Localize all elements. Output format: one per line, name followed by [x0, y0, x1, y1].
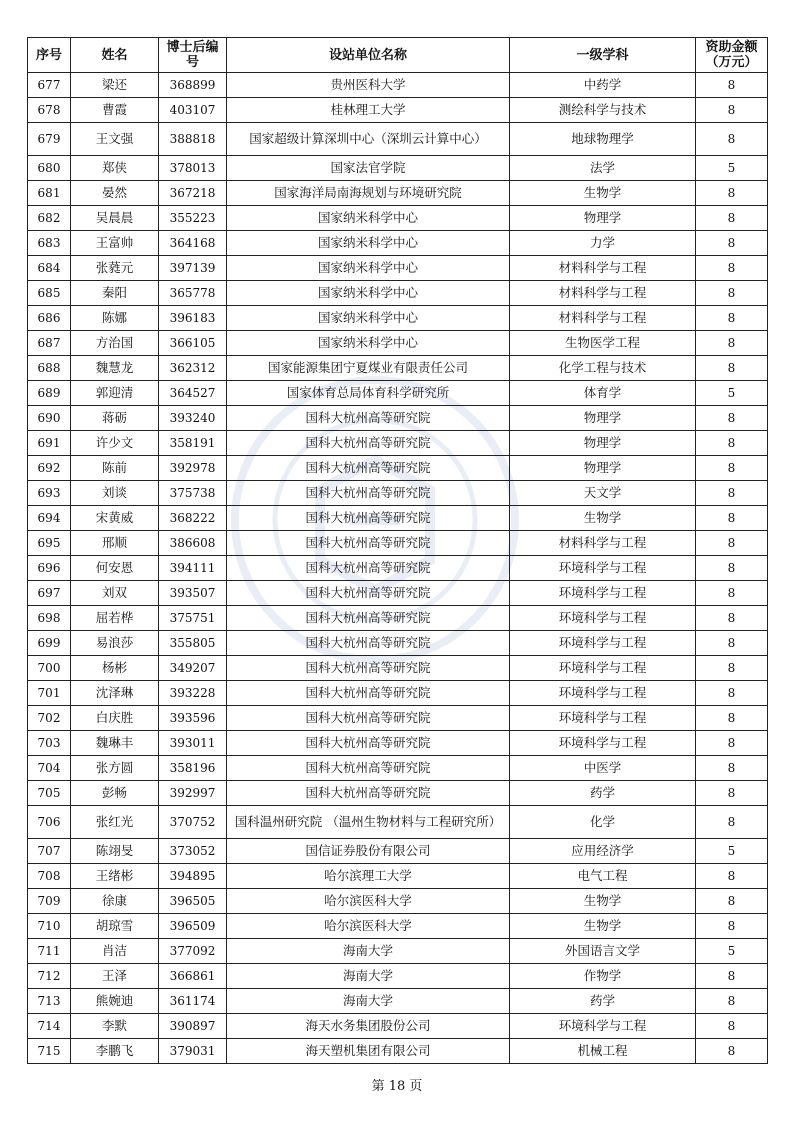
cell-seq: 696: [28, 556, 71, 581]
cell-id: 364527: [159, 381, 227, 406]
table-row: [28, 839, 768, 864]
cell-unit: 国家体育总局体育科学研究所: [227, 381, 510, 406]
cell-unit: 国家纳米科学中心: [227, 256, 510, 281]
table-row: [28, 1039, 768, 1064]
table-row: [28, 206, 768, 231]
cell-id: 403107: [159, 98, 227, 123]
cell-seq: 689: [28, 381, 71, 406]
cell-discipline: 化学工程与技术: [510, 356, 696, 381]
cell-seq: 680: [28, 156, 71, 181]
cell-seq: 702: [28, 706, 71, 731]
cell-amount: 8: [696, 706, 768, 731]
cell-discipline: 法学: [510, 156, 696, 181]
cell-unit: 国科大杭州高等研究院: [227, 756, 510, 781]
cell-unit: 哈尔滨医科大学: [227, 889, 510, 914]
cell-id: 366861: [159, 964, 227, 989]
cell-amount: 5: [696, 939, 768, 964]
table-row: [28, 756, 768, 781]
cell-name: 胡琼雪: [71, 914, 159, 939]
cell-discipline: 外国语言文学: [510, 939, 696, 964]
cell-unit: 国科温州研究院 （温州生物材料与工程研究所）: [227, 806, 510, 839]
cell-id: 388818: [159, 123, 227, 156]
header-unit: 设站单位名称: [227, 38, 510, 73]
cell-seq: 708: [28, 864, 71, 889]
cell-name: 陈翊旻: [71, 839, 159, 864]
cell-amount: 8: [696, 531, 768, 556]
cell-discipline: 材料科学与工程: [510, 531, 696, 556]
cell-seq: 703: [28, 731, 71, 756]
cell-id: 390897: [159, 1014, 227, 1039]
table-row: [28, 1014, 768, 1039]
table-row: [28, 123, 768, 156]
table-row: [28, 939, 768, 964]
cell-unit: 海南大学: [227, 964, 510, 989]
cell-seq: 684: [28, 256, 71, 281]
cell-discipline: 材料科学与工程: [510, 306, 696, 331]
cell-seq: 681: [28, 181, 71, 206]
table-row: [28, 181, 768, 206]
cell-unit: 国家纳米科学中心: [227, 331, 510, 356]
table-row: [28, 156, 768, 181]
header-name: 姓名: [71, 38, 159, 73]
cell-seq: 679: [28, 123, 71, 156]
cell-id: 392997: [159, 781, 227, 806]
cell-discipline: 生物学: [510, 914, 696, 939]
cell-name: 宋黄威: [71, 506, 159, 531]
cell-unit: 国科大杭州高等研究院: [227, 781, 510, 806]
table-header-row: [28, 38, 768, 73]
cell-id: 397139: [159, 256, 227, 281]
cell-discipline: 物理学: [510, 431, 696, 456]
cell-id: 355223: [159, 206, 227, 231]
cell-unit: 贵州医科大学: [227, 73, 510, 98]
cell-id: 355805: [159, 631, 227, 656]
cell-seq: 694: [28, 506, 71, 531]
cell-amount: 8: [696, 256, 768, 281]
cell-seq: 695: [28, 531, 71, 556]
cell-seq: 693: [28, 481, 71, 506]
cell-unit: 国家纳米科学中心: [227, 206, 510, 231]
cell-name: 蒋砺: [71, 406, 159, 431]
table-row: [28, 231, 768, 256]
table-row: [28, 506, 768, 531]
cell-amount: 8: [696, 989, 768, 1014]
cell-name: 王泽: [71, 964, 159, 989]
cell-discipline: 物理学: [510, 406, 696, 431]
cell-amount: 8: [696, 406, 768, 431]
cell-name: 屈若桦: [71, 606, 159, 631]
cell-unit: 国科大杭州高等研究院: [227, 531, 510, 556]
cell-discipline: 生物学: [510, 506, 696, 531]
cell-seq: 707: [28, 839, 71, 864]
cell-discipline: 天文学: [510, 481, 696, 506]
table-row: [28, 356, 768, 381]
cell-id: 378013: [159, 156, 227, 181]
cell-name: 白庆胜: [71, 706, 159, 731]
cell-seq: 683: [28, 231, 71, 256]
table-row: [28, 481, 768, 506]
cell-discipline: 化学: [510, 806, 696, 839]
cell-name: 邢顺: [71, 531, 159, 556]
cell-seq: 685: [28, 281, 71, 306]
cell-amount: 5: [696, 381, 768, 406]
cell-amount: 8: [696, 1039, 768, 1064]
cell-name: 方治国: [71, 331, 159, 356]
cell-amount: 8: [696, 914, 768, 939]
table-row: [28, 964, 768, 989]
cell-discipline: 物理学: [510, 456, 696, 481]
cell-discipline: 环境科学与工程: [510, 1014, 696, 1039]
cell-discipline: 环境科学与工程: [510, 706, 696, 731]
cell-seq: 692: [28, 456, 71, 481]
cell-id: 373052: [159, 839, 227, 864]
cell-discipline: 材料科学与工程: [510, 256, 696, 281]
cell-amount: 8: [696, 281, 768, 306]
cell-id: 364168: [159, 231, 227, 256]
cell-discipline: 地球物理学: [510, 123, 696, 156]
cell-name: 魏慧龙: [71, 356, 159, 381]
cell-id: 362312: [159, 356, 227, 381]
cell-amount: 8: [696, 331, 768, 356]
cell-amount: 8: [696, 181, 768, 206]
cell-id: 379031: [159, 1039, 227, 1064]
table-row: [28, 456, 768, 481]
cell-id: 392978: [159, 456, 227, 481]
cell-id: 393240: [159, 406, 227, 431]
cell-seq: 677: [28, 73, 71, 98]
cell-seq: 691: [28, 431, 71, 456]
cell-name: 魏琳丰: [71, 731, 159, 756]
cell-seq: 709: [28, 889, 71, 914]
table-row: [28, 381, 768, 406]
cell-discipline: 体育学: [510, 381, 696, 406]
cell-name: 许少文: [71, 431, 159, 456]
cell-unit: 国家纳米科学中心: [227, 306, 510, 331]
cell-unit: 海南大学: [227, 989, 510, 1014]
cell-discipline: 环境科学与工程: [510, 606, 696, 631]
cell-discipline: 材料科学与工程: [510, 281, 696, 306]
table-row: [28, 431, 768, 456]
table-row: [28, 631, 768, 656]
cell-id: 377092: [159, 939, 227, 964]
table-row: [28, 73, 768, 98]
cell-unit: 国家能源集团宁夏煤业有限责任公司: [227, 356, 510, 381]
cell-amount: 8: [696, 481, 768, 506]
cell-seq: 712: [28, 964, 71, 989]
cell-amount: 8: [696, 864, 768, 889]
cell-unit: 国科大杭州高等研究院: [227, 631, 510, 656]
table-row: [28, 98, 768, 123]
cell-id: 393507: [159, 581, 227, 606]
table-row: [28, 331, 768, 356]
cell-amount: 8: [696, 1014, 768, 1039]
table-row: [28, 989, 768, 1014]
cell-name: 王文强: [71, 123, 159, 156]
cell-name: 易浪莎: [71, 631, 159, 656]
cell-id: 396509: [159, 914, 227, 939]
table-row: [28, 556, 768, 581]
cell-amount: 8: [696, 456, 768, 481]
cell-amount: 8: [696, 756, 768, 781]
cell-unit: 国科大杭州高等研究院: [227, 656, 510, 681]
cell-unit: 国家纳米科学中心: [227, 281, 510, 306]
page-number: 第 18 页: [371, 1079, 423, 1094]
table-row: [28, 889, 768, 914]
cell-id: 361174: [159, 989, 227, 1014]
cell-discipline: 作物学: [510, 964, 696, 989]
cell-unit: 国科大杭州高等研究院: [227, 581, 510, 606]
cell-unit: 国科大杭州高等研究院: [227, 681, 510, 706]
cell-discipline: 生物学: [510, 181, 696, 206]
cell-id: 396183: [159, 306, 227, 331]
cell-amount: 5: [696, 839, 768, 864]
cell-amount: 8: [696, 606, 768, 631]
cell-id: 358191: [159, 431, 227, 456]
cell-name: 晏然: [71, 181, 159, 206]
cell-unit: 国科大杭州高等研究院: [227, 406, 510, 431]
cell-amount: 5: [696, 156, 768, 181]
cell-seq: 687: [28, 331, 71, 356]
funding-list-sheet: [27, 37, 767, 1064]
cell-unit: 国家法官学院: [227, 156, 510, 181]
table-row: [28, 864, 768, 889]
cell-discipline: 环境科学与工程: [510, 556, 696, 581]
funding-table: [27, 37, 768, 1064]
cell-id: 370752: [159, 806, 227, 839]
cell-id: 375751: [159, 606, 227, 631]
cell-id: 367218: [159, 181, 227, 206]
table-row: [28, 531, 768, 556]
cell-name: 郭迎清: [71, 381, 159, 406]
cell-unit: 国家海洋局南海规划与环境研究院: [227, 181, 510, 206]
cell-seq: 688: [28, 356, 71, 381]
cell-discipline: 药学: [510, 989, 696, 1014]
cell-unit: 国科大杭州高等研究院: [227, 731, 510, 756]
cell-seq: 698: [28, 606, 71, 631]
cell-amount: 8: [696, 631, 768, 656]
cell-name: 杨彬: [71, 656, 159, 681]
cell-amount: 8: [696, 431, 768, 456]
cell-unit: 哈尔滨理工大学: [227, 864, 510, 889]
table-row: [28, 731, 768, 756]
cell-unit: 海南大学: [227, 939, 510, 964]
cell-name: 何安恩: [71, 556, 159, 581]
cell-discipline: 环境科学与工程: [510, 656, 696, 681]
cell-unit: 国科大杭州高等研究院: [227, 456, 510, 481]
cell-discipline: 环境科学与工程: [510, 631, 696, 656]
cell-discipline: 生物医学工程: [510, 331, 696, 356]
cell-seq: 706: [28, 806, 71, 839]
table-row: [28, 681, 768, 706]
cell-name: 张蕤元: [71, 256, 159, 281]
table-row: [28, 581, 768, 606]
cell-name: 肖洁: [71, 939, 159, 964]
cell-seq: 711: [28, 939, 71, 964]
cell-seq: 701: [28, 681, 71, 706]
cell-amount: 8: [696, 656, 768, 681]
cell-id: 368222: [159, 506, 227, 531]
cell-name: 熊婉迪: [71, 989, 159, 1014]
cell-unit: 国科大杭州高等研究院: [227, 506, 510, 531]
cell-discipline: 中医学: [510, 756, 696, 781]
cell-seq: 699: [28, 631, 71, 656]
cell-seq: 715: [28, 1039, 71, 1064]
cell-id: 393596: [159, 706, 227, 731]
cell-amount: 8: [696, 889, 768, 914]
cell-seq: 700: [28, 656, 71, 681]
table-row: [28, 656, 768, 681]
cell-amount: 8: [696, 781, 768, 806]
cell-discipline: 力学: [510, 231, 696, 256]
cell-id: 393011: [159, 731, 227, 756]
cell-name: 张红光: [71, 806, 159, 839]
cell-id: 365778: [159, 281, 227, 306]
cell-discipline: 应用经济学: [510, 839, 696, 864]
cell-id: 386608: [159, 531, 227, 556]
table-row: [28, 606, 768, 631]
cell-amount: 8: [696, 731, 768, 756]
cell-discipline: 测绘科学与技术: [510, 98, 696, 123]
cell-amount: 8: [696, 806, 768, 839]
cell-amount: 8: [696, 506, 768, 531]
cell-unit: 桂林理工大学: [227, 98, 510, 123]
cell-name: 郑侠: [71, 156, 159, 181]
cell-discipline: 物理学: [510, 206, 696, 231]
cell-seq: 697: [28, 581, 71, 606]
cell-unit: 国科大杭州高等研究院: [227, 556, 510, 581]
header-postdoc-id: 博士后编号: [159, 38, 227, 73]
cell-unit: 国家超级计算深圳中心（深圳云计算中心）: [227, 123, 510, 156]
header-seq: 序号: [28, 38, 71, 73]
cell-seq: 705: [28, 781, 71, 806]
table-row: [28, 406, 768, 431]
cell-id: 393228: [159, 681, 227, 706]
cell-amount: 8: [696, 73, 768, 98]
cell-name: 陈娜: [71, 306, 159, 331]
cell-id: 375738: [159, 481, 227, 506]
cell-amount: 8: [696, 964, 768, 989]
cell-seq: 704: [28, 756, 71, 781]
cell-discipline: 环境科学与工程: [510, 581, 696, 606]
cell-name: 王绪彬: [71, 864, 159, 889]
cell-amount: 8: [696, 356, 768, 381]
cell-amount: 8: [696, 556, 768, 581]
cell-id: 368899: [159, 73, 227, 98]
cell-seq: 678: [28, 98, 71, 123]
cell-id: 396505: [159, 889, 227, 914]
cell-id: 366105: [159, 331, 227, 356]
cell-discipline: 电气工程: [510, 864, 696, 889]
cell-id: 394895: [159, 864, 227, 889]
table-row: [28, 914, 768, 939]
cell-unit: 国家纳米科学中心: [227, 231, 510, 256]
table-row: [28, 306, 768, 331]
cell-id: 358196: [159, 756, 227, 781]
cell-name: 刘双: [71, 581, 159, 606]
cell-amount: 8: [696, 123, 768, 156]
cell-name: 沈泽琳: [71, 681, 159, 706]
header-amount: 资助金额（万元）: [696, 38, 768, 73]
cell-amount: 8: [696, 98, 768, 123]
cell-name: 王富帅: [71, 231, 159, 256]
cell-name: 秦阳: [71, 281, 159, 306]
cell-id: 394111: [159, 556, 227, 581]
cell-unit: 哈尔滨医科大学: [227, 914, 510, 939]
cell-amount: 8: [696, 206, 768, 231]
table-row: [28, 256, 768, 281]
cell-unit: 海天塑机集团有限公司: [227, 1039, 510, 1064]
cell-amount: 8: [696, 231, 768, 256]
header-discipline: 一级学科: [510, 38, 696, 73]
cell-unit: 国信证券股份有限公司: [227, 839, 510, 864]
cell-name: 张方圆: [71, 756, 159, 781]
cell-discipline: 中药学: [510, 73, 696, 98]
cell-seq: 682: [28, 206, 71, 231]
cell-discipline: 机械工程: [510, 1039, 696, 1064]
cell-amount: 8: [696, 306, 768, 331]
cell-name: 彭畅: [71, 781, 159, 806]
table-row: [28, 706, 768, 731]
cell-seq: 714: [28, 1014, 71, 1039]
cell-seq: 713: [28, 989, 71, 1014]
cell-discipline: 环境科学与工程: [510, 681, 696, 706]
cell-id: 349207: [159, 656, 227, 681]
cell-unit: 国科大杭州高等研究院: [227, 706, 510, 731]
table-row: [28, 806, 768, 839]
cell-seq: 690: [28, 406, 71, 431]
cell-seq: 686: [28, 306, 71, 331]
cell-name: 徐康: [71, 889, 159, 914]
cell-name: 吴晨晨: [71, 206, 159, 231]
table-row: [28, 281, 768, 306]
cell-unit: 国科大杭州高等研究院: [227, 481, 510, 506]
cell-name: 梁还: [71, 73, 159, 98]
cell-unit: 国科大杭州高等研究院: [227, 431, 510, 456]
cell-name: 李默: [71, 1014, 159, 1039]
cell-unit: 国科大杭州高等研究院: [227, 606, 510, 631]
cell-seq: 710: [28, 914, 71, 939]
cell-name: 李鹏飞: [71, 1039, 159, 1064]
cell-discipline: 环境科学与工程: [510, 731, 696, 756]
cell-amount: 8: [696, 581, 768, 606]
cell-unit: 海天水务集团股份公司: [227, 1014, 510, 1039]
cell-discipline: 生物学: [510, 889, 696, 914]
cell-name: 刘谈: [71, 481, 159, 506]
cell-amount: 8: [696, 681, 768, 706]
cell-discipline: 药学: [510, 781, 696, 806]
cell-name: 曹霞: [71, 98, 159, 123]
cell-name: 陈前: [71, 456, 159, 481]
table-row: [28, 781, 768, 806]
